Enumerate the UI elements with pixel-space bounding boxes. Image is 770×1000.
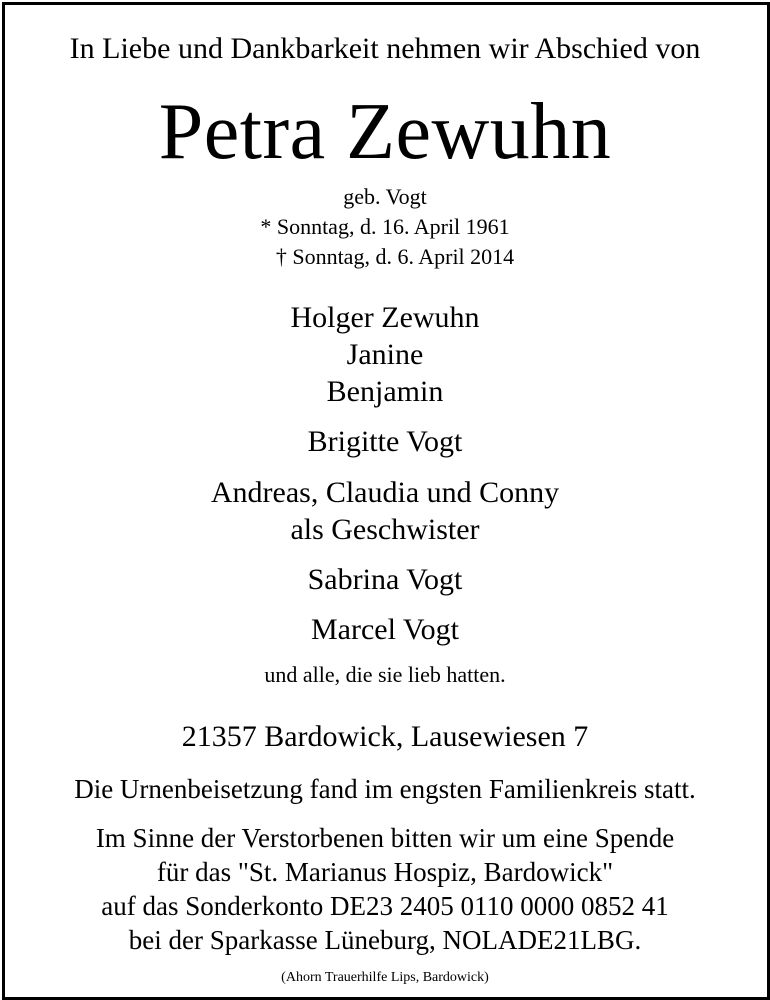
donation-line: für das "St. Marianus Hospiz, Bardowick" — [156, 857, 614, 887]
mourner-line: Brigitte Vogt — [307, 425, 463, 458]
mourner-line: Benjamin — [326, 375, 444, 408]
mourner-line: Janine — [346, 338, 424, 371]
intro-text: In Liebe und Dankbarkeit nehmen wir Abschied von — [69, 32, 701, 65]
address-text: 21357 Bardowick, Lausewiesen 7 — [181, 720, 589, 753]
urn-note: Die Urnenbeisetzung fand im engsten Familienkreis statt. — [74, 774, 696, 804]
mourner-line: Marcel Vogt — [310, 613, 460, 646]
funeral-home-credit: (Ahorn Trauerhilfe Lips, Bardowick) — [281, 970, 489, 985]
closing-text: und alle, die sie lieb hatten. — [264, 662, 506, 687]
death-date: † Sonntag, d. 6. April 2014 — [275, 244, 515, 269]
donation-line: Im Sinne der Verstorbenen bitten wir um eine Spende — [95, 823, 675, 853]
donation-line: bei der Sparkasse Lüneburg, NOLADE21LBG. — [128, 925, 642, 955]
birth-date: * Sonntag, d. 16. April 1961 — [260, 214, 510, 239]
mourner-line: als Geschwister — [290, 513, 480, 546]
donation-line: auf das Sonderkonto DE23 2405 0110 0000 0852 41 — [101, 891, 669, 921]
birth-name: geb. Vogt — [343, 184, 427, 209]
mourner-line: Holger Zewuhn — [290, 301, 480, 334]
mourner-line: Andreas, Claudia und Conny — [210, 476, 560, 509]
mourner-line: Sabrina Vogt — [307, 563, 463, 596]
deceased-name: Petra Zewuhn — [158, 88, 612, 176]
